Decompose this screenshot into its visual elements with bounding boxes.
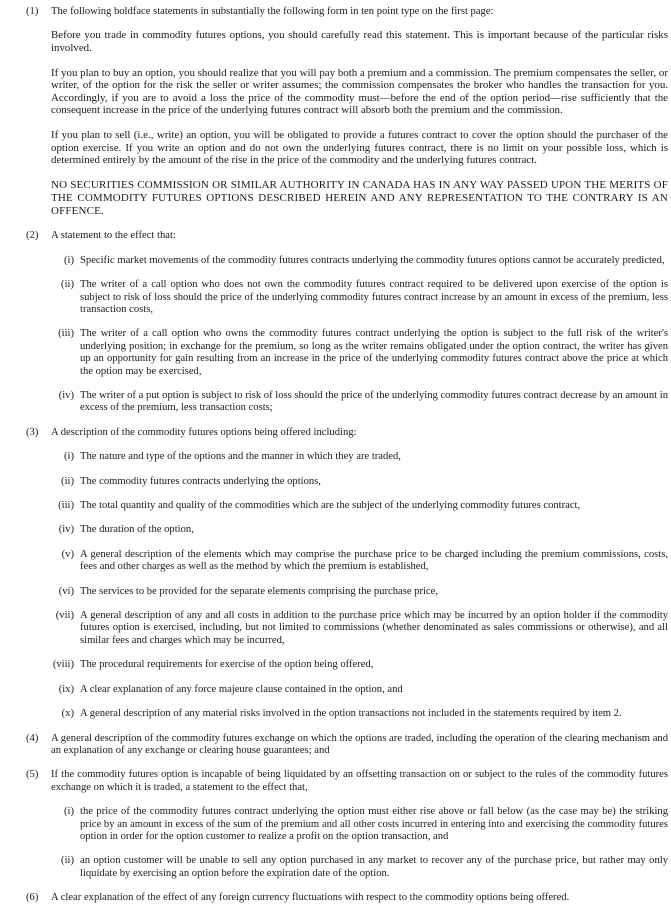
list-item-1 — [0, 6, 671, 218]
item-text: A clear explanation of the effect of any foreign currency fluctuations with respect to the commodity options being offered. — [51, 892, 570, 904]
sub-item — [0, 610, 671, 647]
sub-item-number: (iv) — [58, 390, 74, 402]
sub-item — [0, 549, 671, 574]
sub-item-number: (i) — [64, 451, 74, 463]
sub-item — [0, 500, 671, 512]
item-number: (4) — [26, 732, 39, 744]
list-item-5 — [0, 769, 671, 794]
item-number: (6) — [26, 892, 39, 904]
list-item-3 — [0, 427, 671, 439]
sub-item — [0, 279, 671, 316]
sub-item-number: (i) — [64, 806, 74, 818]
sub-item-number: (vi) — [58, 585, 74, 597]
sub-item-text: the price of the commodity futures contract underlying the option must either rise above or fall below (as the case may be) the striking price by an amount in excess of the sum of the premium and all other costs incurred in entering into and exercising the commodity futures option in order for the option customer to realize a profit on the option transaction, and — [80, 806, 668, 842]
sub-item-number: (i) — [64, 254, 74, 266]
item-number: (2) — [26, 230, 39, 242]
list-item-4 — [0, 733, 671, 758]
sub-item-text: Specific market movements of the commodity futures contracts underlying the commodity futures options cannot be accurately predicted, — [80, 254, 665, 266]
sub-item-text: an option customer will be unable to sell any option purchased in any market to recover any of the purchase price, but rather may only liquidate by exercising an option before the expiration date of the option. — [80, 855, 668, 879]
sub-item-text: The writer of a call option who does not own the commodity futures contract required to be delivered upon exercise of the option is subject to risk of loss should the price of the underlying commodity futures contract increase by an amount in excess of the premium, less transaction costs, — [80, 279, 668, 315]
sub-item-number: (v) — [61, 548, 74, 560]
item-text: A general description of the commodity futures exchange on which the options are traded, including the operation of the clearing mechanism and an explanation of any exchange or clearing house guarantees; and — [51, 732, 668, 756]
sub-item — [0, 451, 671, 463]
sub-item — [0, 255, 671, 267]
sub-item — [0, 659, 671, 671]
sub-item-text: The services to be provided for the separate elements comprising the purchase price, — [80, 585, 438, 597]
sub-item — [0, 328, 671, 378]
boldface-statement-paragraph: Before you trade in commodity futures options, you should carefully read this statement. This is important because of the particular risks involved. — [51, 29, 668, 54]
sub-item-text: The duration of the option, — [80, 524, 194, 536]
sub-item-number: (vii) — [55, 610, 74, 622]
sub-item-number: (iii) — [58, 500, 74, 512]
sub-item — [0, 855, 671, 880]
item-text: A statement to the effect that: — [51, 230, 176, 242]
boldface-statement-paragraph: If you plan to sell (i.e., write) an option, you will be obligated to provide a futures contract to cover the option should the purchaser of the option exercise. If you write an option and do not own the underlying futures contract, there is no limit on your possible loss, which is determined entirely by the amount of the rise in the price of the commodity and the underlying futures contract. — [51, 128, 668, 167]
sub-item-text: The writer of a put option is subject to risk of loss should the price of the underlying commodity futures contract decrease by an amount in excess of the premium, less transaction costs; — [80, 390, 668, 414]
sub-item-number: (x) — [61, 708, 74, 720]
item-text: A description of the commodity futures options being offered including: — [51, 426, 357, 438]
sub-item-text: The nature and type of the options and the manner in which they are traded, — [80, 451, 401, 463]
sub-item-text: The procedural requirements for exercise of the option being offered, — [80, 659, 374, 671]
item-number: (3) — [26, 426, 39, 438]
sub-item — [0, 476, 671, 488]
sub-item-text: The commodity futures contracts underlying the options, — [80, 475, 321, 487]
sub-item — [0, 708, 671, 720]
boldface-statement-paragraph: If you plan to buy an option, you should realize that you will pay both a premium and a commission. The premium compensates the seller, or writer, of the option for the risk the seller or writer assumes; the commission compensates the broker who handles the transaction for you. Accordingly, if you are to avoid a loss the price of the commodity must—before the end of the option period—rise sufficiently that the consequent increase in the price of the underlying futures contract will absorb both the premium and the commission. — [51, 66, 668, 117]
sub-item — [0, 806, 671, 843]
sub-item-text: The total quantity and quality of the commodities which are the subject of the underlying commodity futures contract, — [80, 500, 581, 512]
sub-item — [0, 586, 671, 598]
sub-item-text: The writer of a call option who owns the commodity futures contract underlying the option is subject to the full risk of the writer's underlying position; in exchange for the premium, so long as the writer remains obligated under the option contract, the writer has given up an opportunity for gain resulting from an increase in the price of the underlying commodity futures contract above the price at which the option may be exercised, — [80, 328, 668, 377]
sub-item-text: A general description of the elements which may comprise the purchase price to be charged including the premium commissions, costs, fees and other charges as well as the method by which the premium is established, — [80, 548, 668, 573]
sub-item-text: A general description of any material risks involved in the option transactions not included in the statements required by item 2. — [80, 708, 622, 720]
item-text: The following boldface statements in substantially the following form in ten point type on the first page: — [51, 6, 494, 17]
item-text: If the commodity futures option is incapable of being liquidated by an offsetting transaction on or subject to the rules of the commodity futures exchange on which it is traded, a statement to the effect that, — [51, 769, 668, 793]
sub-item-text: A general description of any and all costs in addition to the purchase price which may be incurred by an option holder if the commodity futures option is exercised, including, but not limited to commissions (whether denominated as sales commissions or otherwise), and all similar fees and charges which may be incurred, — [80, 610, 668, 646]
sub-item — [0, 390, 671, 415]
item-number: (5) — [26, 769, 39, 781]
list-item-2 — [0, 230, 671, 242]
sub-item-number: (ii) — [61, 475, 74, 487]
document-page — [0, 6, 671, 905]
list-item-6 — [0, 892, 671, 904]
sub-item — [0, 524, 671, 536]
item-number: (1) — [26, 6, 39, 17]
sub-item-number: (iii) — [58, 328, 74, 340]
sub-item — [0, 684, 671, 696]
sub-item-number: (ix) — [58, 683, 74, 695]
sub-item-number: (ii) — [61, 855, 74, 867]
sub-item-number: (viii) — [52, 659, 74, 671]
sub-item-text: A clear explanation of any force majeure clause contained in the option, and — [80, 683, 403, 695]
sub-item-number: (iv) — [58, 524, 74, 536]
sub-item-number: (ii) — [61, 279, 74, 291]
canada-disclaimer: NO SECURITIES COMMISSION OR SIMILAR AUTHORITY IN CANADA HAS IN ANY WAY PASSED UPON THE MERITS OF THE COMMODITY FUTURES OPTIONS DESCRIBED HEREIN AND ANY REPRESENTATION TO THE CONTRARY IS AN OFFENCE. — [51, 178, 668, 218]
